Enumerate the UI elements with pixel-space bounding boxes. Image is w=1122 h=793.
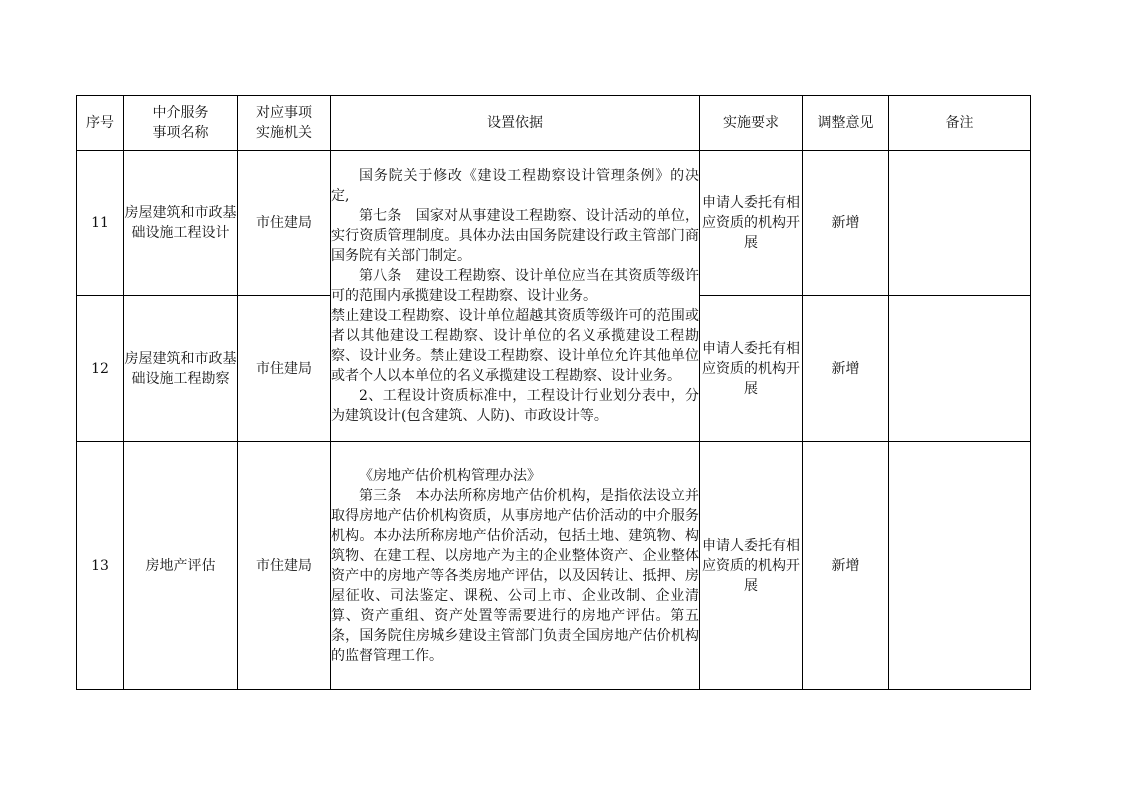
header-name: 中介服务 事项名称 xyxy=(124,96,238,151)
service-name-cell: 房屋建筑和市政基础设施工程设计 xyxy=(124,151,238,296)
requirement-cell: 申请人委托有相应资质的机构开展 xyxy=(700,151,803,296)
opinion-cell: 新增 xyxy=(803,151,889,296)
header-row xyxy=(77,96,1031,151)
opinion-cell: 新增 xyxy=(803,296,889,442)
header-opinion: 调整意见 xyxy=(803,96,889,151)
header-agency: 对应事项 实施机关 xyxy=(238,96,331,151)
basis-paragraph: 国务院关于修改《建设工程勘察设计管理条例》的决定, xyxy=(331,168,699,204)
seq-cell: 12 xyxy=(77,296,124,442)
agency-cell: 市住建局 xyxy=(238,296,331,442)
service-name-cell: 房地产评估 xyxy=(124,442,238,690)
basis-cell xyxy=(331,442,700,690)
header-seq: 序号 xyxy=(77,96,124,151)
remark-cell xyxy=(889,151,1031,296)
header-remark: 备注 xyxy=(889,96,1031,151)
basis-paragraph: 第七条 国家对从事建设工程勘察、设计活动的单位，实行资质管理制度。具体办法由国务院建设行政主管部门商国务院有关部门制定。 xyxy=(331,208,699,264)
basis-paragraph: 《房地产估价机构管理办法》 xyxy=(359,467,541,484)
seq-cell: 13 xyxy=(77,442,124,690)
basis-paragraph: 第三条 本办法所称房地产估价机构，是指依法设立并取得房地产估价机构资质，从事房地产估价活动的中介服务机构。本办法所称房地产估价活动，包括土地、建筑物、构筑物、在建工程、以房地产为主的企业整体资产、企业整体资产中的房地产等各类房地产评估，以及因转让、抵押、房屋征收、司法鉴定、课税、公司上市、企业改制、企业清算、资产重组、资产处置等需要进行的房地产评估。第五条，国务院住房城乡建设主管部门负责全国房地产估价机构的监督管理工作。 xyxy=(331,487,699,664)
basis-cell xyxy=(331,151,700,442)
opinion-cell: 新增 xyxy=(803,442,889,690)
table-row xyxy=(77,151,1031,296)
remark-cell xyxy=(889,442,1031,690)
basis-paragraph: 第八条 建设工程勘察、设计单位应当在其资质等级许可的范围内承揽建设工程勘察、设计业务。 xyxy=(331,268,699,304)
requirement-cell: 申请人委托有相应资质的机构开展 xyxy=(700,442,803,690)
header-basis: 设置依据 xyxy=(331,96,700,151)
requirement-cell: 申请人委托有相应资质的机构开展 xyxy=(700,296,803,442)
agency-cell: 市住建局 xyxy=(238,442,331,690)
table-row xyxy=(77,442,1031,690)
remark-cell xyxy=(889,296,1031,442)
services-table xyxy=(76,95,1031,690)
basis-paragraph: 2、工程设计资质标准中，工程设计行业划分表中，分为建筑设计(包含建筑、人防)、市政设计等。 xyxy=(331,388,699,424)
basis-paragraph: 禁止建设工程勘察、设计单位超越其资质等级许可的范围或者以其他建设工程勘察、设计单位的名义承揽建设工程勘察、设计业务。禁止建设工程勘察、设计单位允许其他单位或者个人以本单位的名义承揽建设工程勘察、设计业务。 xyxy=(331,308,699,384)
agency-cell: 市住建局 xyxy=(238,151,331,296)
service-name-cell: 房屋建筑和市政基础设施工程勘察 xyxy=(124,296,238,442)
seq-cell: 11 xyxy=(77,151,124,296)
header-requirement: 实施要求 xyxy=(700,96,803,151)
